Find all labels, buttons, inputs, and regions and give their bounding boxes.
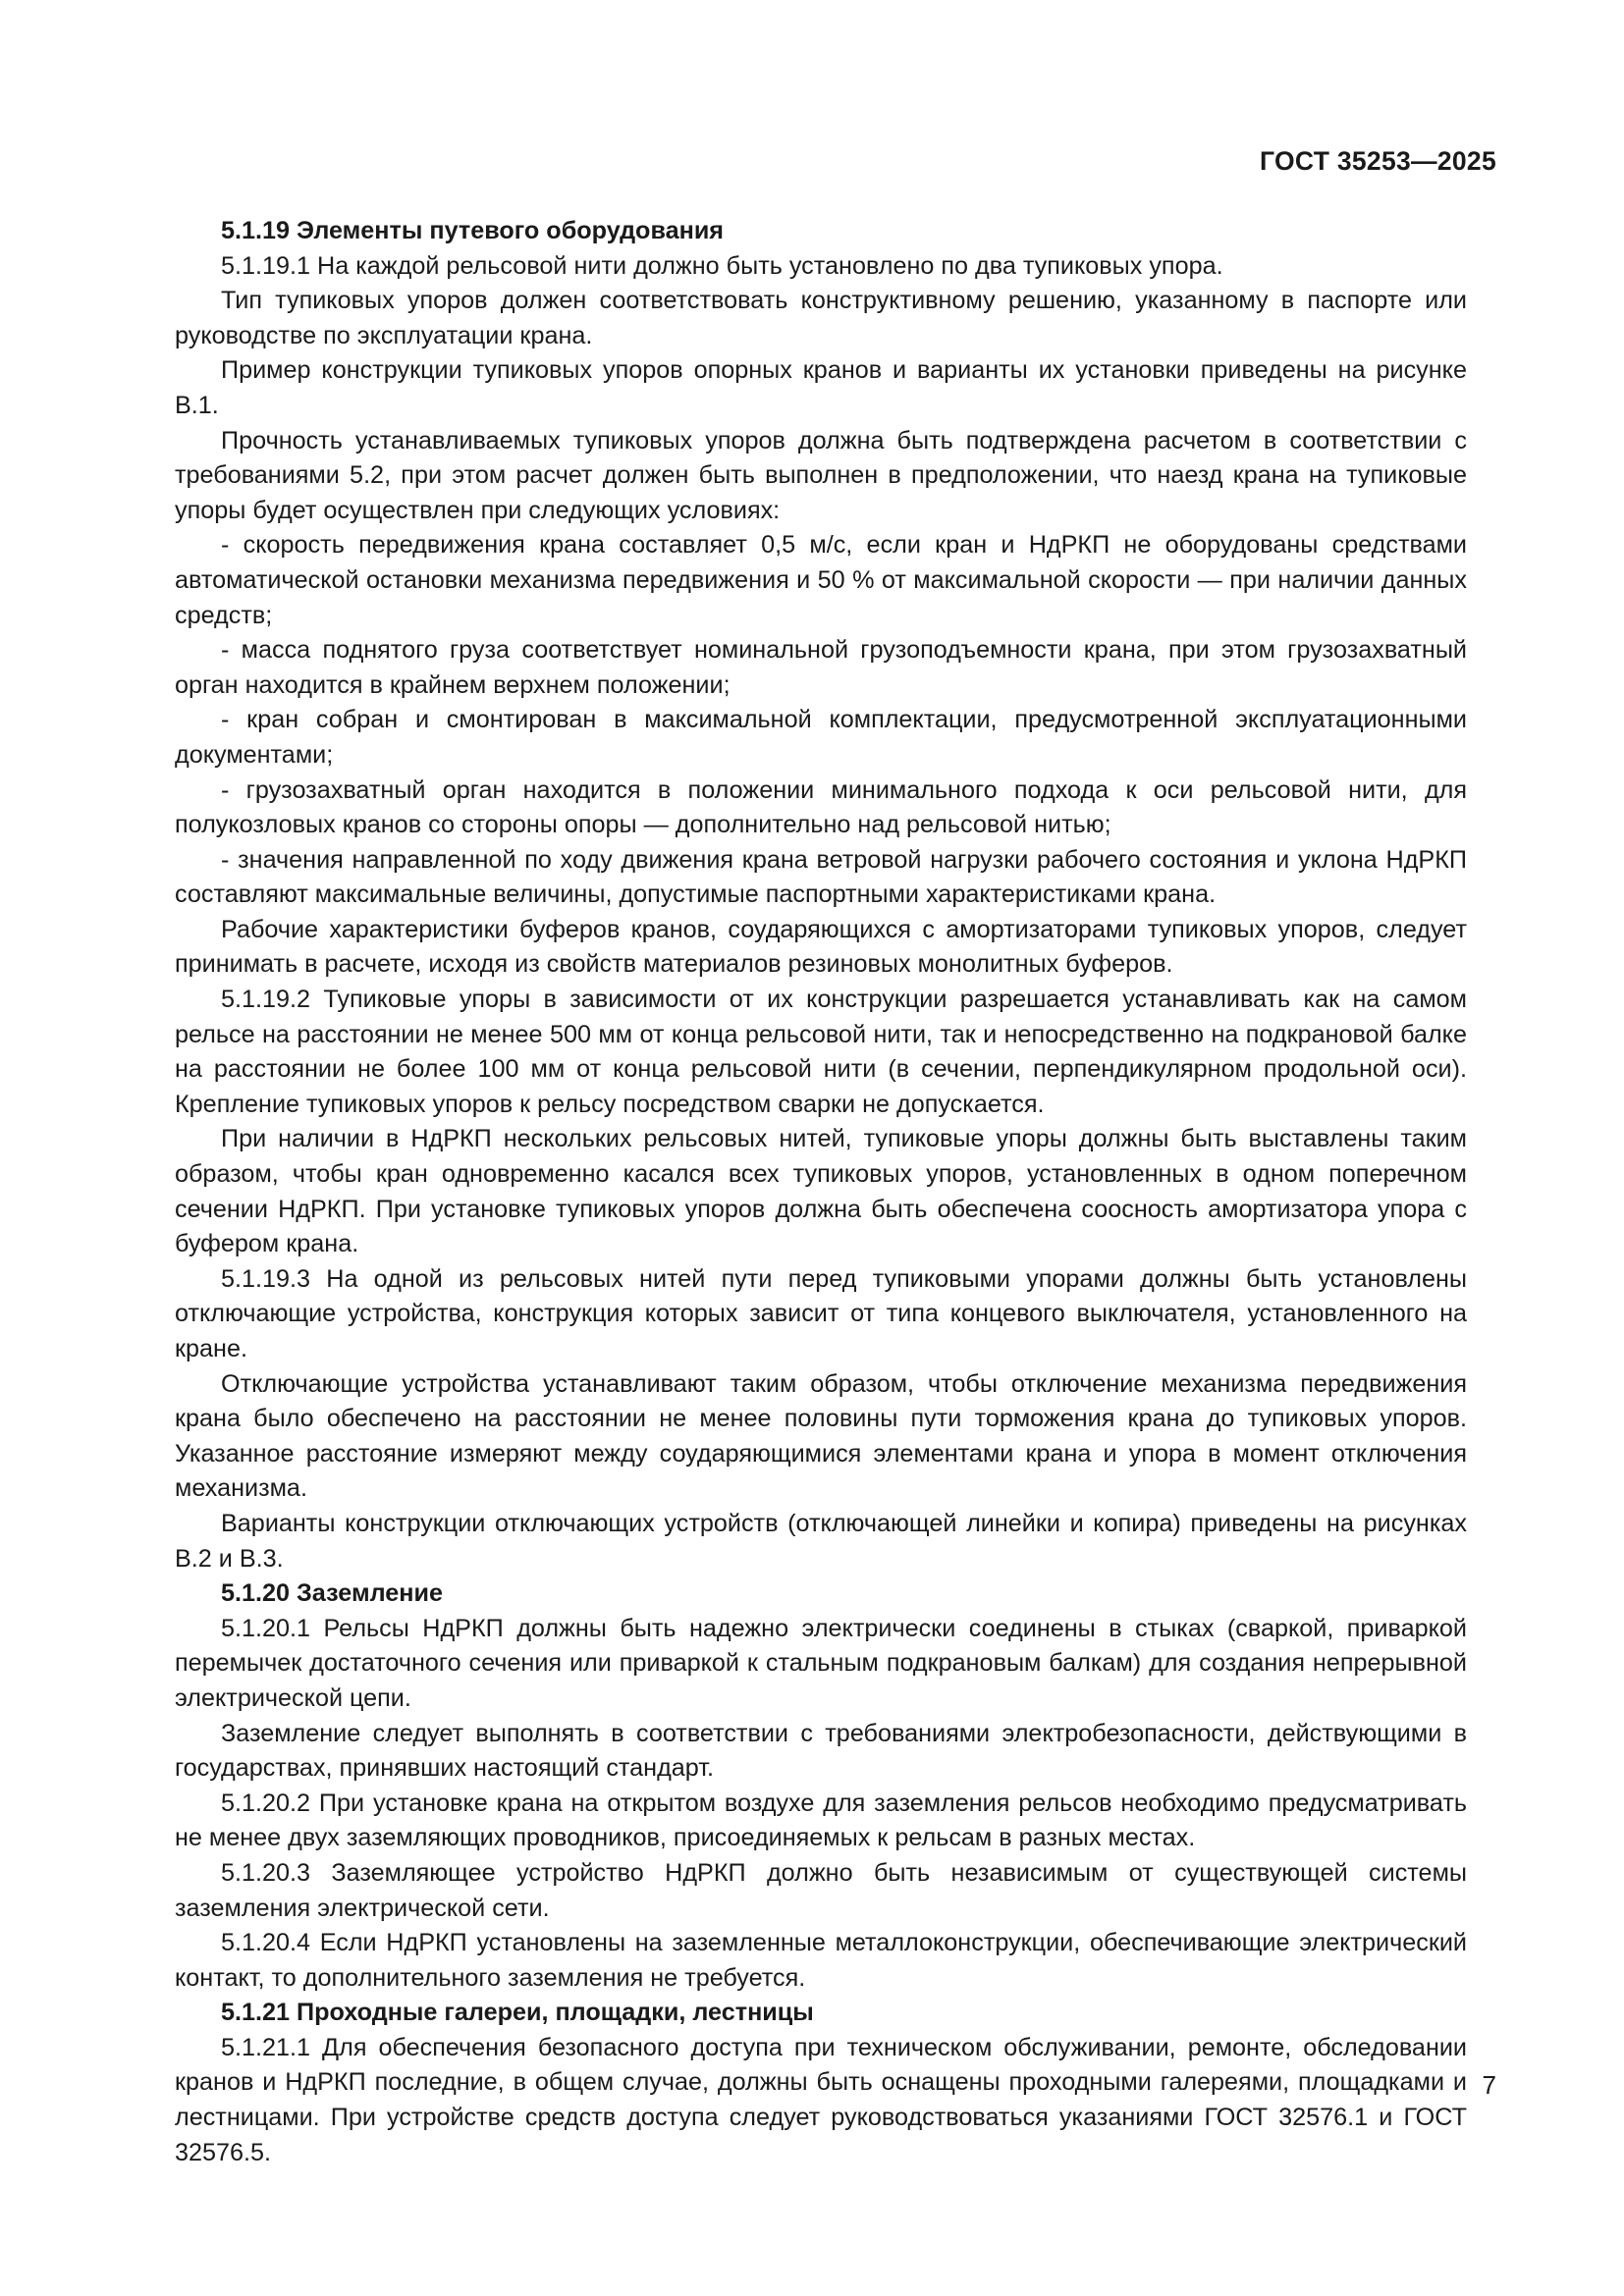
body-paragraph: 5.1.19.3 На одной из рельсовых нитей пути перед тупиковыми упорами должны быть установлены отключающие устройства, конструкция которых зависит от типа концевого выключателя, установленного на кране. (175, 1264, 1467, 1362)
body-paragraph: 5.1.20.1 Рельсы НдРКП должны быть надежно электрически соединены в стыках (сваркой, приваркой перемычек достаточного сечения или приваркой к стальным подкрановым балкам) для создания непрерывной электрической цепи. (175, 1614, 1467, 1712)
body-paragraph: Пример конструкции тупиковых упоров опорных кранов и варианты их установки приведены на рисунке В.1. (175, 356, 1467, 419)
body-paragraph: 5.1.20.2 При установке крана на открытом воздухе для заземления рельсов необходимо предусматривать не менее двух заземляющих проводников, присоединяемых к рельсам в разных местах. (175, 1789, 1467, 1852)
standard-designation: ГОСТ 35253—2025 (1260, 146, 1496, 176)
page-number: 7 (1482, 2070, 1496, 2100)
body-paragraph: Тип тупиковых упоров должен соответствовать конструктивному решению, указанному в паспорте или руководстве по эксплуатации крана. (175, 287, 1467, 349)
section-heading: 5.1.19 Элементы путевого оборудования (221, 217, 725, 244)
body-paragraph: 5.1.20.3 Заземляющее устройство НдРКП должно быть независимым от существующей системы заземления электрической сети. (175, 1858, 1467, 1922)
body-paragraph: Рабочие характеристики буферов кранов, соударяющихся с амортизаторами тупиковых упоров, следует принимать в расчете, исходя из свойств материалов резиновых монолитных буферов. (175, 915, 1467, 979)
body-paragraph: Варианты конструкции отключающих устройств (отключающей линейки и копира) приведены на рисунках В.2 и В.3. (175, 1509, 1467, 1573)
body-paragraph: 5.1.19.1 На каждой рельсовой нити должно быть установлено по два тупиковых упора. (221, 251, 1223, 280)
list-item: - скорость передвижения крана составляет 0,5 м/с, если кран и НдРКП не оборудованы средствами автоматической остановки механизма передвижения и 50 % от максимальной скорости — при наличии данных средств; (175, 531, 1467, 629)
body-paragraph: 5.1.20.4 Если НдРКП установлены на заземленные металлоконструкции, обеспечивающие электрический контакт, то дополнительного заземления не требуется. (175, 1929, 1467, 1992)
body-paragraph: При наличии в НдРКП нескольких рельсовых нитей, тупиковые упоры должны быть выставлены таким образом, чтобы кран одновременно касался всех тупиковых упоров, установленных в одном поперечном сечении НдРКП. При установке тупиковых упоров должна быть обеспечена соосность амортизатора упора с буфером крана. (175, 1125, 1467, 1258)
list-item: - значения направленной по ходу движения крана ветровой нагрузки рабочего состояния и уклона НдРКП составляют максимальные величины, допустимые паспортными характеристиками крана. (175, 845, 1467, 909)
body-paragraph: Прочность устанавливаемых тупиковых упоров должна быть подтверждена расчетом в соответствии с требованиями 5.2, при этом расчет должен быть выполнен в предположении, что наезд крана на тупиковые упоры будет осуществлен при следующих условиях: (175, 426, 1467, 524)
body-paragraph: 5.1.19.2 Тупиковые упоры в зависимости от их конструкции разрешается устанавливать как на самом рельсе на расстоянии не менее 500 мм от конца рельсовой нити, так и непосредственно на подкрановой балке на расстоянии не более 100 мм от конца рельсовой нити (в сечении, перпендикулярном продольной оси). Крепление тупиковых упоров к рельсу посредством сварки не допускается. (175, 986, 1467, 1118)
list-item: - кран собран и смонтирован в максимальной комплектации, предусмотренной эксплуатационными документами; (175, 706, 1467, 769)
page-footer (175, 2069, 1496, 2114)
section-heading: 5.1.20 Заземление (221, 1579, 443, 1608)
body-paragraph: Заземление следует выполнять в соответствии с требованиями электробезопасности, действующими в государствах, принявших настоящий стандарт. (175, 1719, 1467, 1783)
body-paragraph: 5.1.21.1 Для обеспечения безопасного доступа при техническом обслуживании, ремонте, обследовании кранов и НдРКП последние, в общем случае, должны быть оснащены проходными галереями, площадками и лестницами. При устройстве средств доступа следует руководствоваться указаниями ГОСТ 32576.1 и ГОСТ 32576.5. (175, 2033, 1467, 2166)
body-paragraph: Отключающие устройства устанавливают таким образом, чтобы отключение механизма передвижения крана было обеспечено на расстоянии не менее половины пути торможения крана до тупиковых упоров. Указанное расстояние измеряют между соударяющимися элементами крана и упора в момент отключения механизма. (175, 1369, 1467, 1503)
page-body (175, 214, 1467, 2170)
list-item: - масса поднятого груза соответствует номинальной грузоподъемности крана, при этом грузозахватный орган находится в крайнем верхнем положении; (175, 636, 1467, 699)
list-item: - грузозахватный орган находится в положении минимального подхода к оси рельсовой нити, для полукозловых кранов со стороны опоры — дополнительно над рельсовой нитью; (175, 775, 1467, 839)
running-header (175, 145, 1496, 185)
section-heading: 5.1.21 Проходные галереи, площадки, лестницы (221, 1999, 814, 2027)
